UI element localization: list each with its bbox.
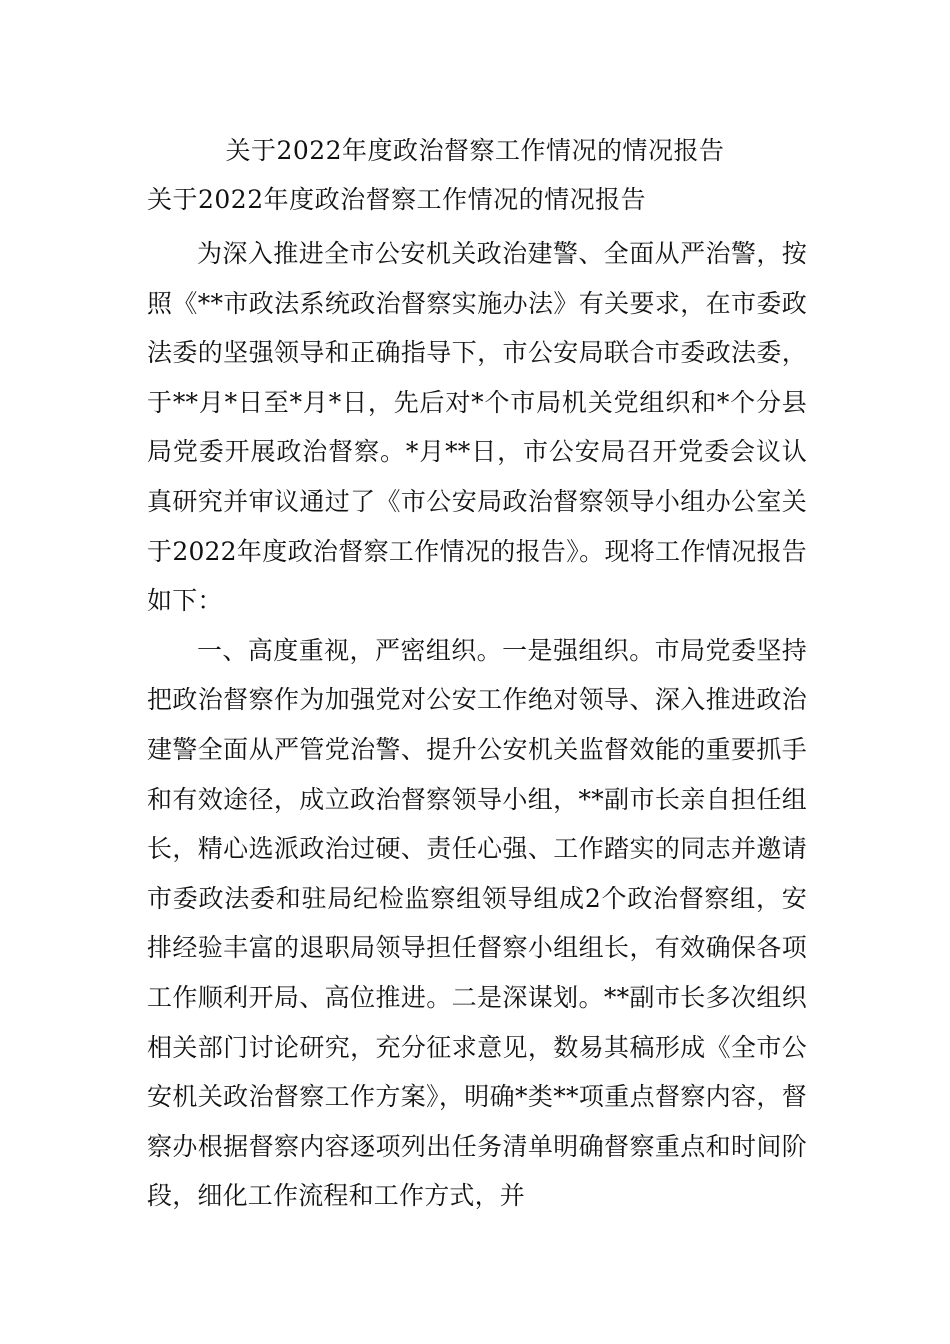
document-body (147, 229, 807, 1221)
paragraph-intro: 为深入推进全市公安机关政治建警、全面从严治警，按照《**市政法系统政治督察实施办法》有关要求，在市委政法委的坚强领导和正确指导下，市公安局联合市委政法委，于**月*日至*月*日，先后对*个市局机关党组织和*个分县局党委开展政治督察。*月**日，市公安局召开党委会议认真研究并审议通过了《市公安局政治督察领导小组办公室关于2022年度政治督察工作情况的报告》。现将工作情况报告如下： (147, 239, 807, 616)
document-heading: 关于2022年度政治督察工作情况的情况报告 (225, 136, 725, 165)
paragraph-section-one: 一、高度重视，严密组织。一是强组织。市局党委坚持把政治督察作为加强党对公安工作绝对领导、深入推进政治建警全面从严管党治警、提升公安机关监督效能的重要抓手和有效途径，成立政治督察领导小组，**副市长亲自担任组长，精心选派政治过硬、责任心强、工作踏实的同志并邀请市委政法委和驻局纪检监察组领导组成2个政治督察组，安排经验丰富的退职局领导担任督察小组组长，有效确保各项工作顺利开局、高位推进。二是深谋划。**副市长多次组织相关部门讨论研究，充分征求意见，数易其稿形成《全市公安机关政治督察工作方案》，明确*类**项重点督察内容，督察办根据督察内容逐项列出任务清单明确督察重点和时间阶段，细化工作流程和工作方式，并 (147, 635, 807, 1211)
document-subheading: 关于2022年度政治督察工作情况的情况报告 (147, 185, 647, 214)
